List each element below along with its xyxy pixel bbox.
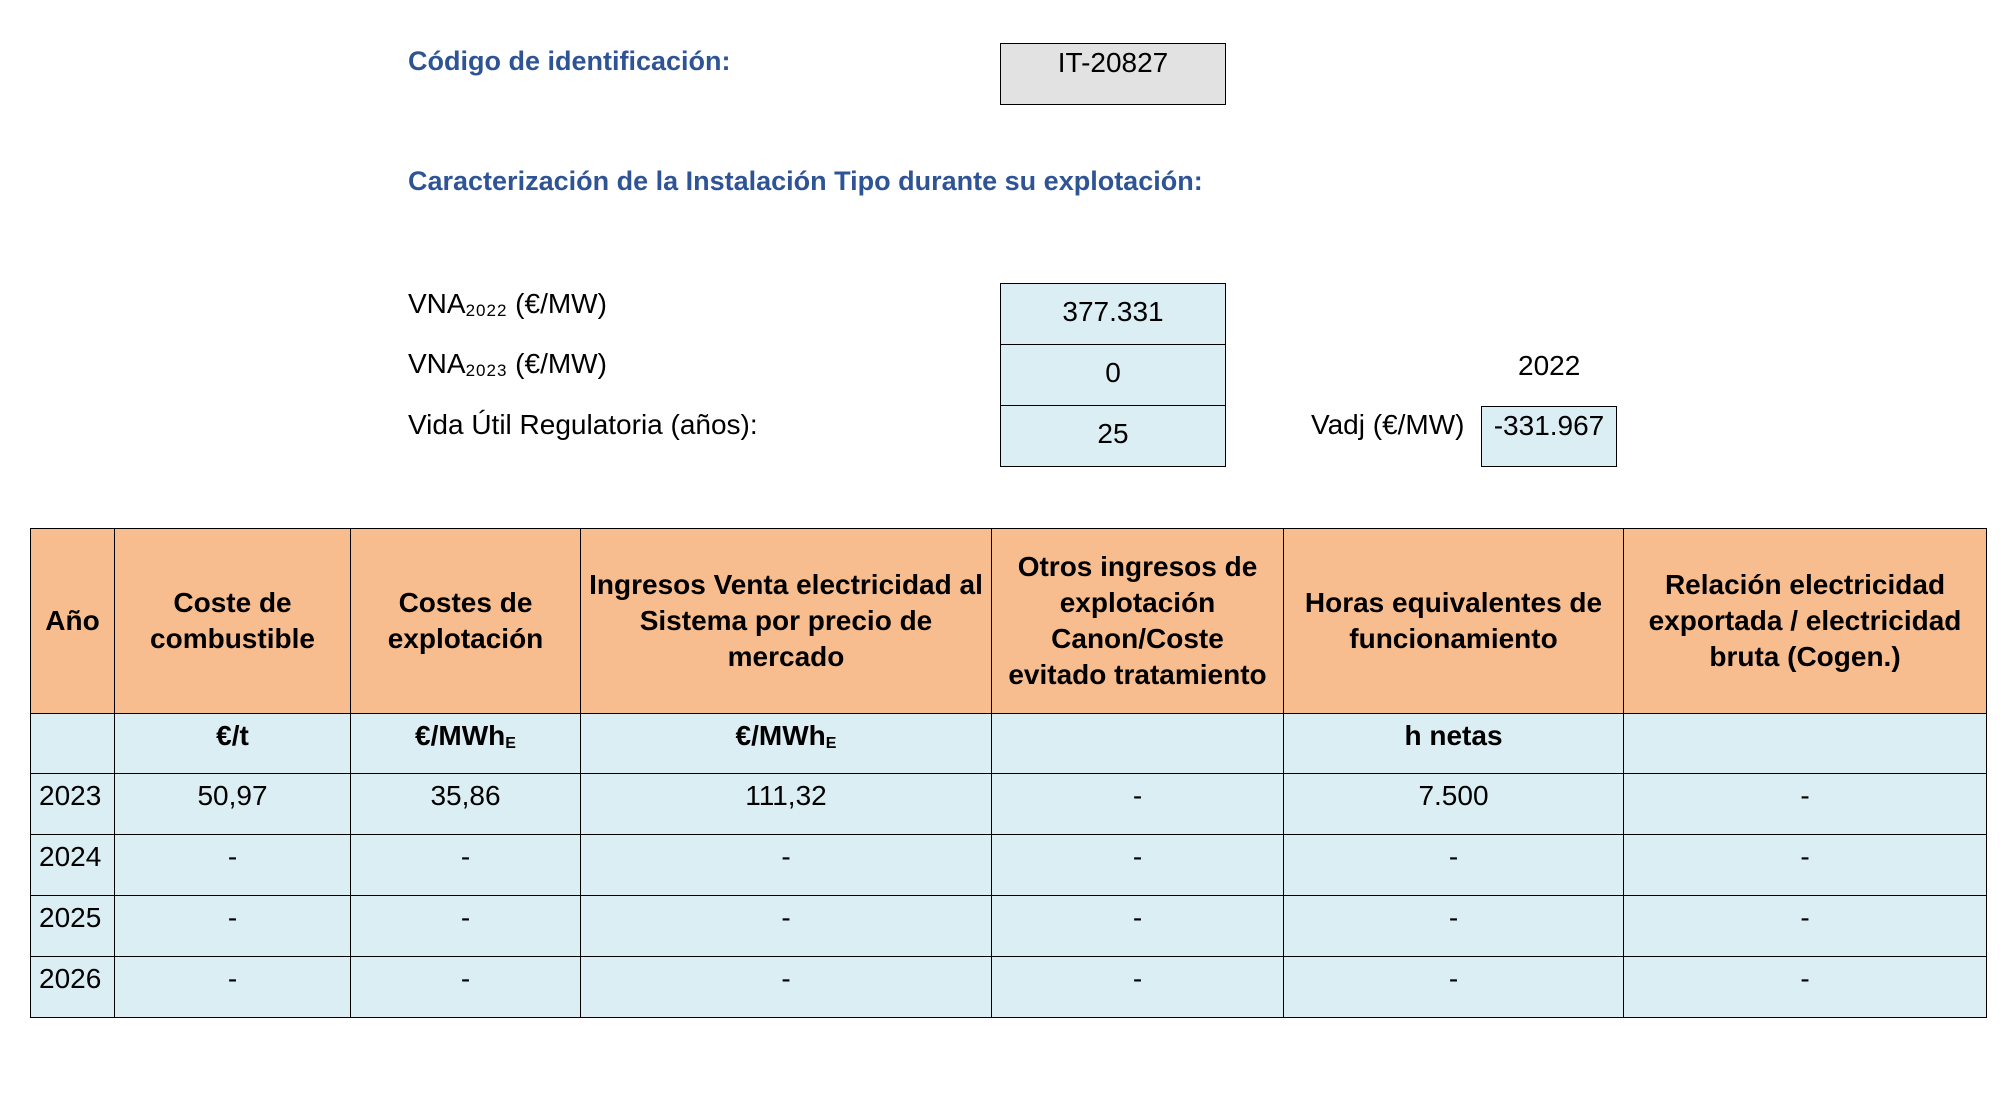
- header-row: [31, 529, 1987, 714]
- table-cell: -: [1624, 957, 1987, 1018]
- vadj-value: -331.967: [1481, 406, 1617, 467]
- table-cell: -: [581, 957, 992, 1018]
- col-header-otros-ingresos: Otros ingresos de explotación Canon/Coste evitado tratamiento: [992, 529, 1284, 714]
- table-cell: -: [992, 835, 1284, 896]
- table-cell: -: [1284, 835, 1624, 896]
- table-cell: -: [1284, 896, 1624, 957]
- table-cell: -: [115, 896, 351, 957]
- unit-cell: €/MWh$_E$: [581, 714, 992, 774]
- table-cell: -: [992, 957, 1284, 1018]
- table-cell: 50,97: [115, 774, 351, 835]
- table-cell: -: [992, 774, 1284, 835]
- table-cell: 7.500: [1284, 774, 1624, 835]
- data-table: [30, 528, 1987, 1018]
- id-label: Código de identificación:: [408, 46, 731, 76]
- units-row: [31, 714, 1987, 774]
- col-header-costes-explotacion: Costes de explotación: [351, 529, 581, 714]
- vna-2023-label: $VNA_{2023}$ (€/MW): [408, 348, 607, 380]
- table-cell: -: [115, 957, 351, 1018]
- unit-cell: [992, 714, 1284, 774]
- unit-cell: €/MWh$_E$: [351, 714, 581, 774]
- unit-cell: €/t: [115, 714, 351, 774]
- col-header-ano: Año: [31, 529, 115, 714]
- id-value-cell: IT-20827: [1000, 43, 1226, 105]
- table-cell: -: [1624, 835, 1987, 896]
- vna-2022-label: $VNA_{2022}$ (€/MW): [408, 288, 607, 320]
- unit-cell: h netas: [1284, 714, 1624, 774]
- table-cell: -: [992, 896, 1284, 957]
- table-row: [31, 896, 1987, 957]
- table-row: [31, 774, 1987, 835]
- year-cell: 2025: [31, 896, 115, 957]
- year-cell: 2026: [31, 957, 115, 1018]
- year-cell: 2023: [31, 774, 115, 835]
- unit-cell: [31, 714, 115, 774]
- reference-year: 2022: [1518, 350, 1581, 381]
- table-cell: 35,86: [351, 774, 581, 835]
- vna-2023-value: 0: [1000, 344, 1226, 406]
- vida-util-label: Vida Útil Regulatoria (años):: [408, 409, 758, 440]
- vna-2022-value: 377.331: [1000, 283, 1226, 345]
- table-cell: -: [1624, 896, 1987, 957]
- table-cell: -: [351, 835, 581, 896]
- vida-util-value: 25: [1000, 405, 1226, 467]
- col-header-ingresos-venta: Ingresos Venta electricidad al Sistema por precio de mercado: [581, 529, 992, 714]
- table-cell: -: [351, 957, 581, 1018]
- table-row: [31, 957, 1987, 1018]
- unit-cell: [1624, 714, 1987, 774]
- table-cell: -: [1284, 957, 1624, 1018]
- col-header-relacion-electricidad: Relación electricidad exportada / electricidad bruta (Cogen.): [1624, 529, 1987, 714]
- section-title: Caracterización de la Instalación Tipo durante su explotación:: [408, 166, 1203, 196]
- table-cell: -: [581, 835, 992, 896]
- table-row: [31, 835, 1987, 896]
- col-header-horas-equivalentes: Horas equivalentes de funcionamiento: [1284, 529, 1624, 714]
- table-cell: -: [581, 896, 992, 957]
- table-cell: -: [351, 896, 581, 957]
- table-cell: -: [115, 835, 351, 896]
- year-cell: 2024: [31, 835, 115, 896]
- table-cell: -: [1624, 774, 1987, 835]
- table-cell: 111,32: [581, 774, 992, 835]
- vadj-label: Vadj (€/MW): [1311, 409, 1465, 440]
- col-header-coste-combustible: Coste de combustible: [115, 529, 351, 714]
